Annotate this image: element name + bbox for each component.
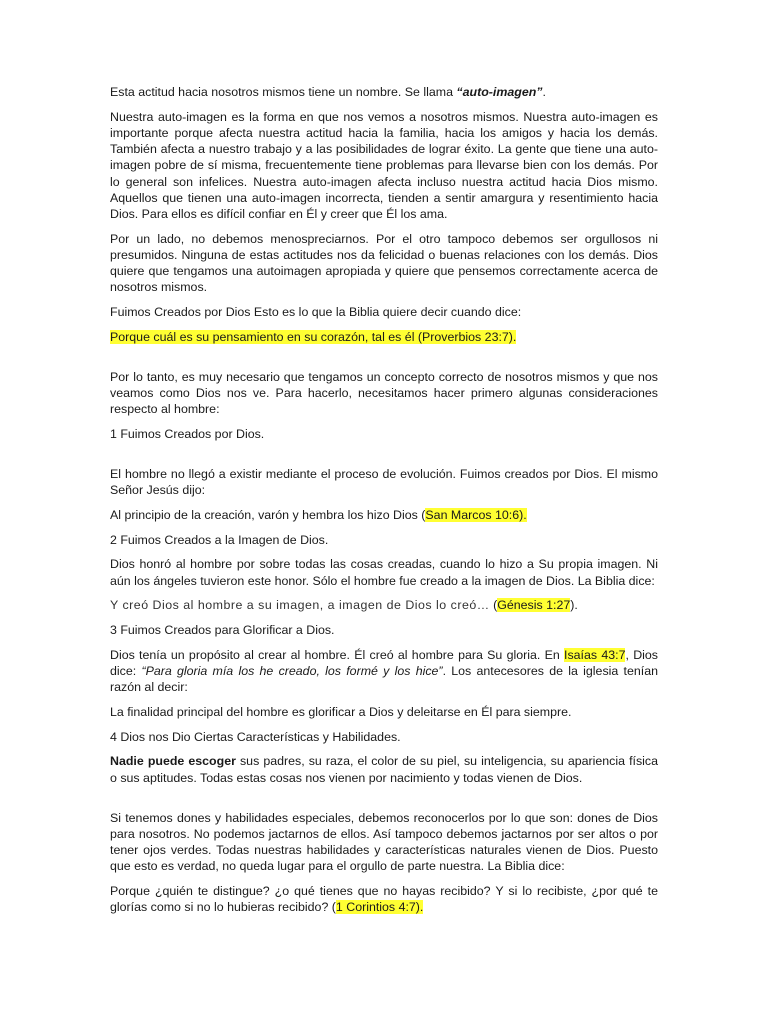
- paragraph-dones: Si tenemos dones y habilidades especiales, debemos reconocerlos por lo que son: dones de Dios para nosotros. No podemos jactarnos de ellos. Así tampoco debemos jactarnos por ser altos o por tener ojos verdes. Todas nuestras habilidades y características naturales vienen de Dios. Puesto que esto es verdad, no queda lugar para el orgullo de parte nuestra. La Biblia dice:: [110, 810, 658, 874]
- text: Porque ¿quién te distingue? ¿o qué tienes que no hayas recibido? Y si lo recibiste, ¿por qué te glorías como si no lo hubieras recibido? (: [110, 884, 658, 915]
- reference-genesis: Génesis 1:27: [497, 598, 571, 613]
- quote-san-marcos: [110, 507, 658, 523]
- text: . Los antecesores de la iglesia tenían razón al decir:: [110, 663, 658, 695]
- text: (: [489, 598, 498, 613]
- heading-4: 4 Dios nos Dio Ciertas Características y Habilidades.: [110, 729, 401, 744]
- reference-isaias: Isaías 43:7: [564, 647, 626, 662]
- text: .: [542, 85, 546, 99]
- paragraph-evolucion: El hombre no llegó a existir mediante el proceso de evolución. Fuimos creados por Dios. El mismo Señor Jesús dijo:: [110, 467, 658, 498]
- text: Al principio de la creación, varón y hembra los hizo Dios (: [110, 508, 426, 523]
- highlighted-verse: Porque cuál es su pensamiento en su corazón, tal es él (Proverbios 23:7).: [110, 329, 517, 344]
- text: ).: [570, 598, 578, 613]
- verse-text: Y creó Dios al hombre a su imagen, a imagen de Dios lo creó…: [110, 598, 490, 613]
- paragraph-fuimos-creados-intro: Fuimos Creados por Dios Esto es lo que la Biblia quiere decir cuando dice:: [110, 304, 522, 319]
- term-auto-imagen: “auto-imagen”: [456, 85, 543, 99]
- paragraph-concepto-correcto: Por lo tanto, es muy necesario que tengamos un concepto correcto de nosotros mismos y que nos veamos como Dios nos ve. Para hacerlo, necesitamos hacer primero algunas consideraciones respecto al hombre:: [110, 369, 658, 417]
- paragraph-proposito: [110, 647, 658, 696]
- bold-phrase: Nadie puede escoger: [110, 754, 236, 769]
- text: Esta actitud hacia nosotros mismos tiene un nombre. Se llama: [110, 85, 457, 99]
- paragraph-imagen-de-dios: Dios honró al hombre por sobre todas las cosas creadas, cuando lo hizo a Su propia imagen. Ni aún los ángeles tuvieron este honor. Sólo el hombre fue creado a la imagen de Dios. La Biblia dice:: [110, 557, 658, 588]
- quote-genesis: [110, 597, 658, 613]
- heading-3: 3 Fuimos Creados para Glorificar a Dios.: [110, 623, 335, 638]
- heading-2: 2 Fuimos Creados a la Imagen de Dios.: [110, 532, 329, 547]
- reference-san-marcos: San Marcos 10:6).: [425, 508, 527, 523]
- paragraph-auto-imagen-definition: Nuestra auto-imagen es la forma en que nos vemos a nosotros mismos. Nuestra auto-imagen es importante porque afecta nuestra actitud hacia la familia, hacia los amigos y hacia los demás. También afecta a nuestro trabajo y a las posibilidades de lograr éxito. La gente que tiene una auto-imagen pobre de sí misma, frecuentemente tiene problemas para llevarse bien con los demás. Por lo general son infelices. Nuestra auto-imagen afecta incluso nuestra actitud hacia Dios mismo. Aquellos que tienen una auto-imagen incorrecta, tienden a sentir amargura y resentimiento hacia Dios. Para ellos es difícil confiar en Él y creer que Él los ama.: [110, 109, 658, 221]
- text: , Dios dice:: [110, 647, 658, 678]
- text: sus padres, su raza, el color de su piel, su inteligencia, su apariencia física o sus aptitudes. Todas estas cosas nos vienen por nacimiento y todas vienen de Dios.: [110, 754, 658, 785]
- quote-corintios: [110, 883, 658, 915]
- quote-proverbios: [110, 329, 658, 345]
- verse-quote: “Para gloria mía los he creado, los formé y los hice”: [141, 663, 443, 678]
- reference-corintios: 1 Corintios 4:7).: [335, 900, 424, 915]
- paragraph-nadie-puede-escoger: [110, 753, 658, 785]
- heading-1: 1 Fuimos Creados por Dios.: [110, 426, 265, 441]
- paragraph-finalidad: La finalidad principal del hombre es glorificar a Dios y deleitarse en Él para siempre.: [110, 704, 572, 719]
- text: Dios tenía un propósito al crear al hombre. Él creó al hombre para Su gloria. En: [110, 647, 565, 662]
- paragraph-auto-imagen-intro: [110, 84, 658, 100]
- paragraph-balance: Por un lado, no debemos menospreciarnos. Por el otro tampoco debemos ser orgullosos ni presumidos. Ninguna de estas actitudes nos da felicidad o buenas relaciones con los demás. Dios quiere que tengamos una autoimagen apropiada y quiere que pensemos correctamente acerca de nosotros mismos.: [110, 231, 658, 295]
